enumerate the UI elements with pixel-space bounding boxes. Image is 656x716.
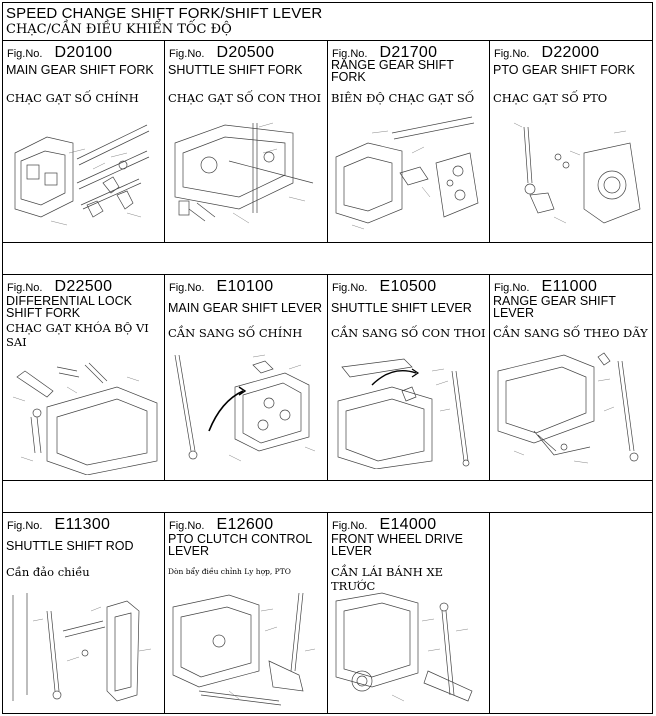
part-cell-d21700[interactable] bbox=[328, 41, 489, 242]
part-name-vi: CẦN SANG SỐ CHÍNH bbox=[168, 326, 303, 340]
sheet-subtitle: CHẠC/CẦN ĐIỀU KHIỂN TỐC ĐỘ bbox=[6, 22, 232, 37]
fig-number: Fig.No. E11000 bbox=[494, 278, 598, 295]
part-name-en: MAIN GEAR SHIFT FORK bbox=[6, 63, 154, 77]
part-name-en: SHUTTLE SHIFT ROD bbox=[6, 539, 134, 553]
part-name-vi: CẦN SANG SỐ CON THOI bbox=[331, 326, 486, 340]
exploded-diagram bbox=[332, 591, 484, 709]
fig-number: Fig.No. D21700 bbox=[332, 44, 438, 61]
exploded-diagram bbox=[332, 351, 484, 469]
part-name-vi: BIÊN ĐỘ CHẠC GẠT SỐ bbox=[331, 91, 475, 105]
part-name-vi: CẦN SANG SỐ THEO DÃY bbox=[493, 326, 648, 340]
part-name-vi: CẦN LÁI BÁNH XE TRƯỚC bbox=[331, 565, 444, 593]
fig-number: Fig.No. E10100 bbox=[169, 278, 274, 295]
sheet-header bbox=[3, 3, 652, 41]
part-name-en: RANGE GEAR SHIFT FORK bbox=[331, 58, 454, 84]
part-name-en: MAIN GEAR SHIFT LEVER bbox=[168, 301, 322, 315]
fig-number: Fig.No. E10500 bbox=[332, 278, 437, 295]
fig-number: Fig.No. E12600 bbox=[169, 516, 274, 533]
part-name-en: PTO CLUTCH CONTROL LEVER bbox=[168, 532, 312, 558]
part-name-vi: CHẠC GẠT KHÓA BỘ VI SAI bbox=[6, 321, 149, 349]
exploded-diagram bbox=[169, 591, 321, 709]
part-name-en: SHUTTLE SHIFT LEVER bbox=[331, 301, 472, 315]
exploded-diagram bbox=[332, 113, 484, 231]
exploded-diagram bbox=[7, 591, 159, 709]
exploded-diagram bbox=[494, 113, 646, 231]
part-cell-e11000[interactable] bbox=[490, 275, 652, 480]
part-cell-d22000[interactable] bbox=[490, 41, 652, 242]
fig-number: Fig.No. E11300 bbox=[7, 516, 111, 533]
part-name-vi: CHẠC GẠT SỐ CHÍNH bbox=[6, 91, 139, 105]
part-cell-e14000[interactable] bbox=[328, 513, 489, 714]
exploded-diagram bbox=[169, 351, 321, 469]
part-name-en: DIFFERENTIAL LOCK SHIFT FORK bbox=[6, 294, 132, 320]
empty-cell bbox=[490, 513, 652, 714]
part-cell-d22500[interactable] bbox=[3, 275, 164, 480]
part-cell-e10500[interactable] bbox=[328, 275, 489, 480]
parts-catalog-sheet bbox=[2, 2, 653, 714]
part-name-vi: CHẠC GẠT SỐ PTO bbox=[493, 91, 608, 105]
fig-number: Fig.No. D22500 bbox=[7, 278, 113, 295]
fig-number: Fig.No. D20100 bbox=[7, 44, 113, 61]
fig-number: Fig.No. E14000 bbox=[332, 516, 437, 533]
fig-number: Fig.No. D20500 bbox=[169, 44, 275, 61]
exploded-diagram bbox=[7, 357, 159, 475]
part-name-vi: Dòn bẩy điều chỉnh Ly hợp, PTO bbox=[168, 567, 291, 576]
grid-line bbox=[3, 242, 652, 243]
exploded-diagram bbox=[7, 113, 159, 231]
part-name-en: SHUTTLE SHIFT FORK bbox=[168, 63, 303, 77]
exploded-diagram bbox=[494, 351, 646, 469]
fig-number: Fig.No. D22000 bbox=[494, 44, 600, 61]
part-name-vi: Cần đảo chiều bbox=[6, 565, 90, 579]
part-name-vi: CHẠC GẠT SỐ CON THOI bbox=[168, 91, 321, 105]
part-cell-e11300[interactable] bbox=[3, 513, 164, 714]
part-cell-e10100[interactable] bbox=[165, 275, 327, 480]
part-name-en: PTO GEAR SHIFT FORK bbox=[493, 63, 635, 77]
part-cell-e12600[interactable] bbox=[165, 513, 327, 714]
part-name-en: FRONT WHEEL DRIVE LEVER bbox=[331, 532, 463, 558]
sheet-title: SPEED CHANGE SHIFT FORK/SHIFT LEVER bbox=[6, 5, 323, 22]
grid-line bbox=[3, 480, 652, 481]
part-cell-d20100[interactable] bbox=[3, 41, 164, 242]
exploded-diagram bbox=[169, 113, 321, 231]
part-cell-d20500[interactable] bbox=[165, 41, 327, 242]
part-name-en: RANGE GEAR SHIFT LEVER bbox=[493, 294, 616, 320]
